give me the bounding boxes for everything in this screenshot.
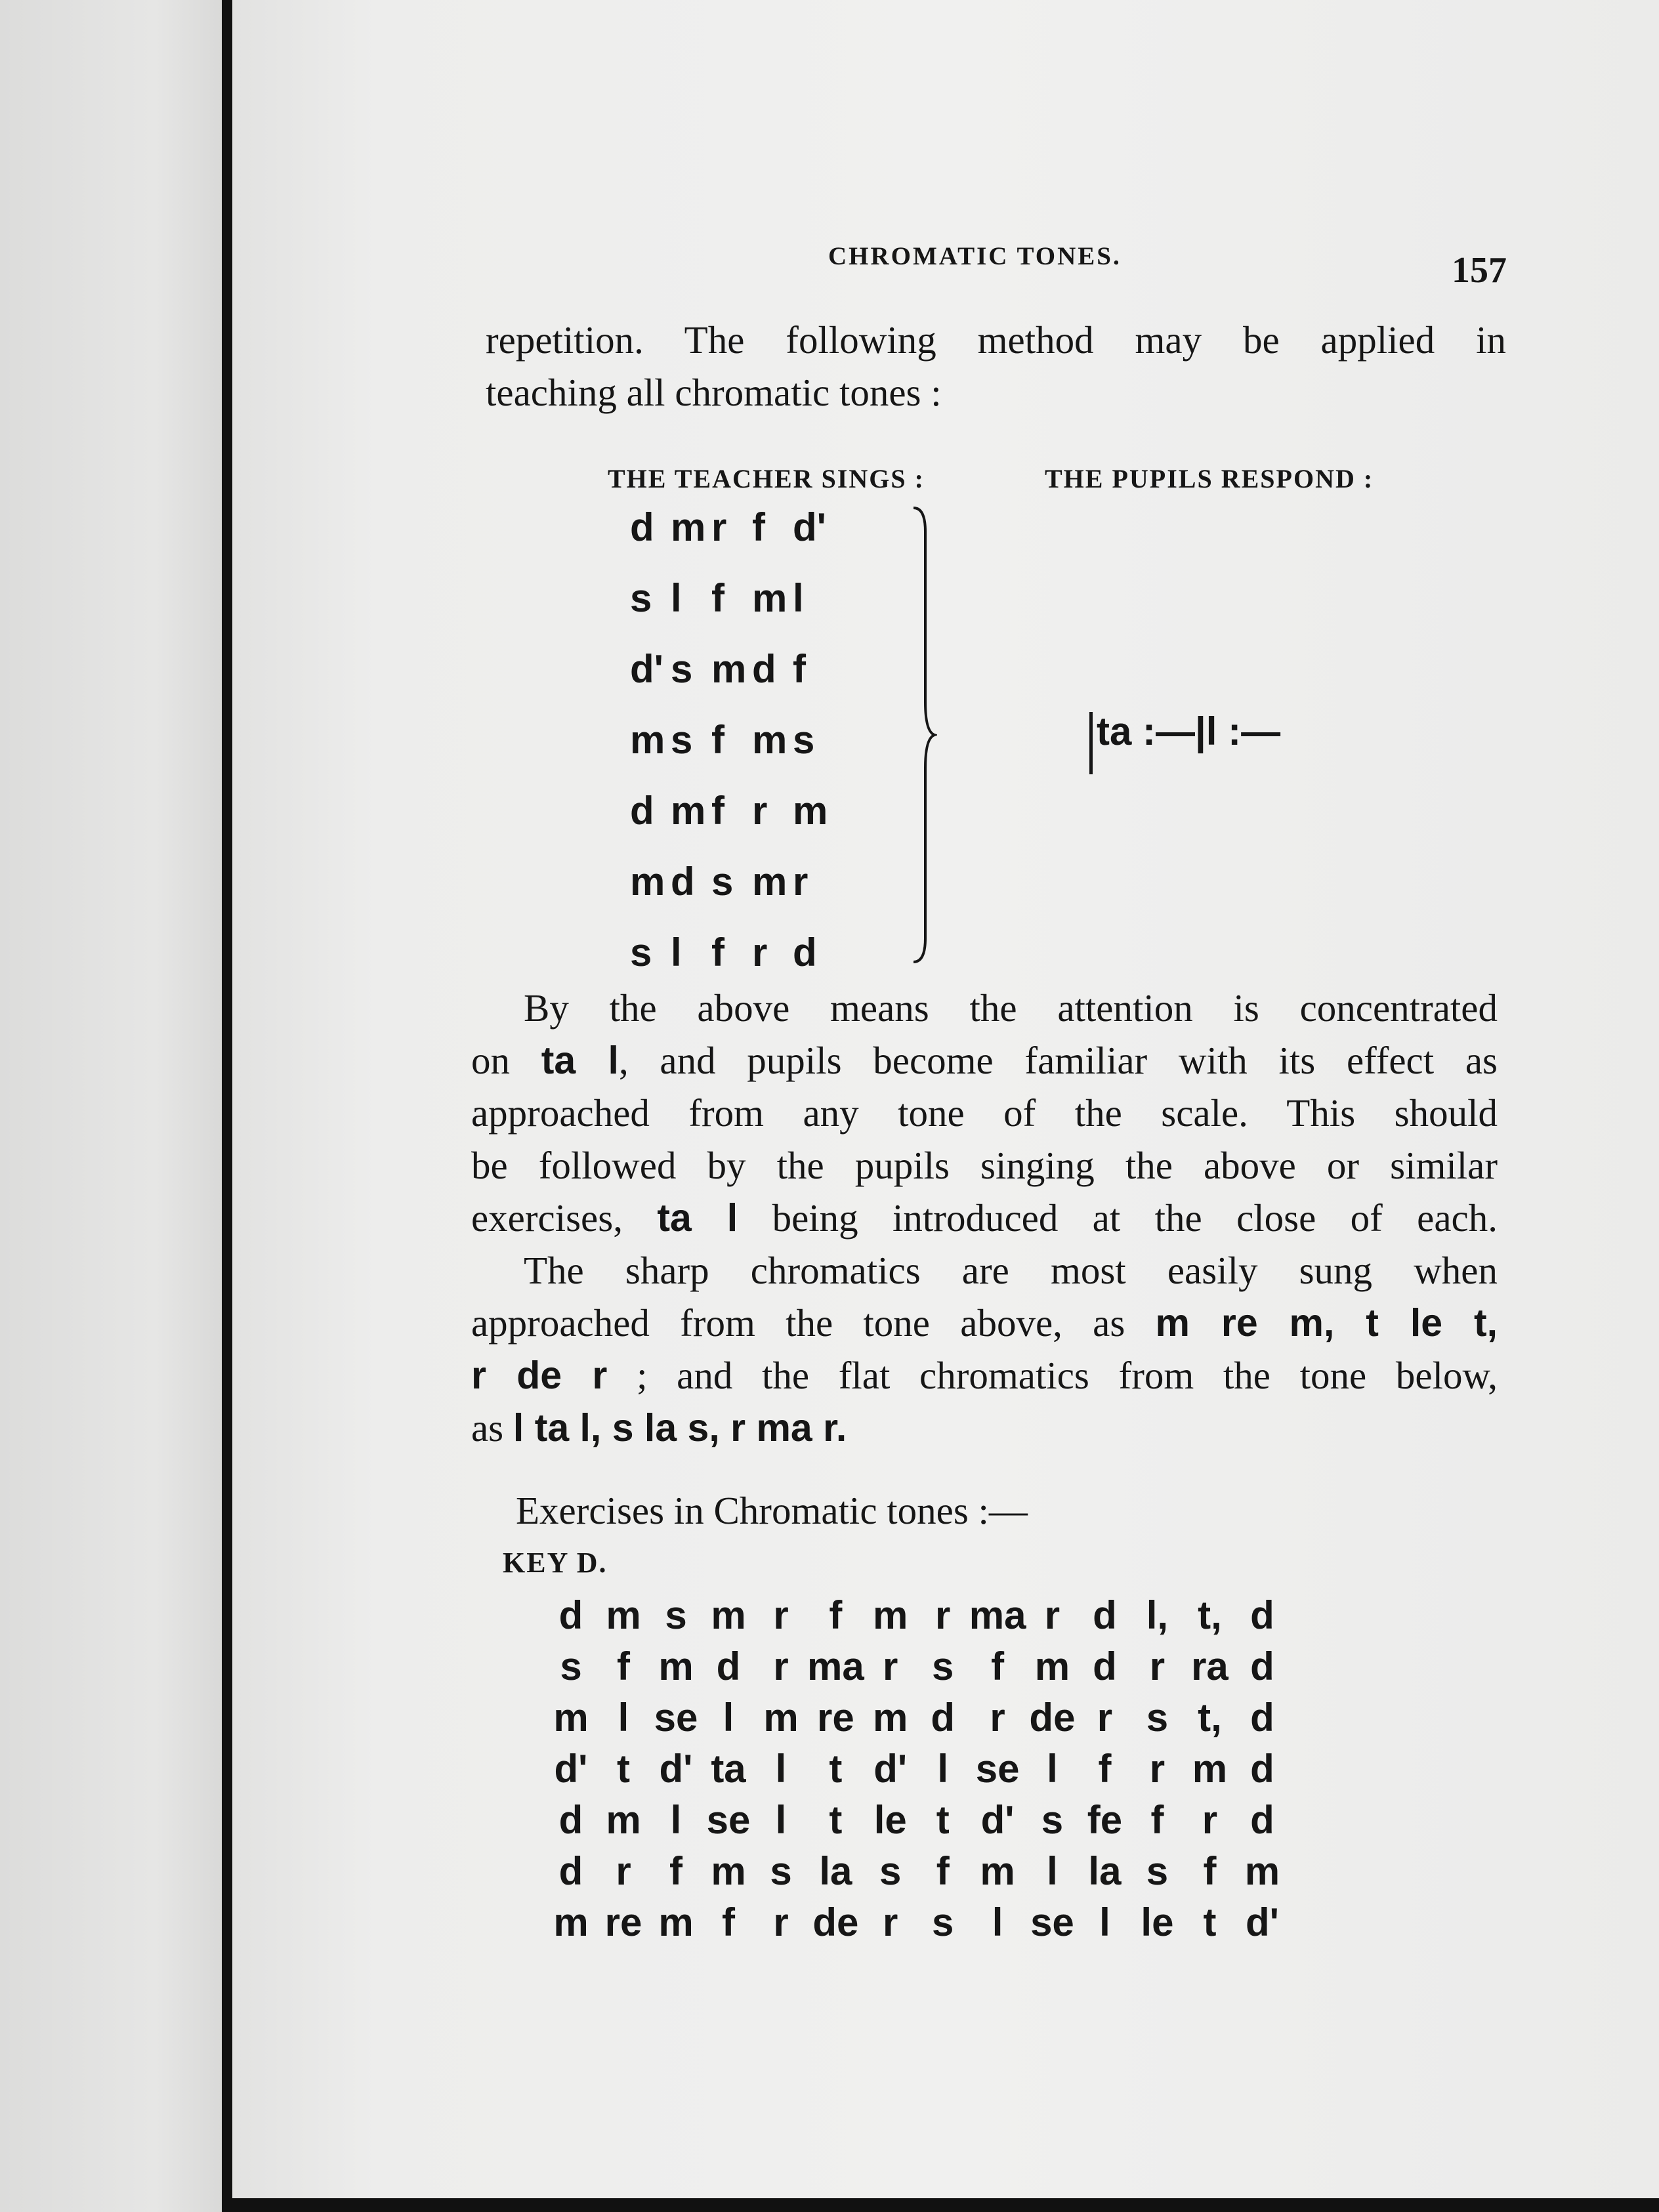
solfa-note: l xyxy=(793,576,804,620)
solfa-note: m xyxy=(1244,1848,1280,1893)
solfa-note: f xyxy=(711,576,724,620)
solfa-note: l xyxy=(618,1695,629,1740)
text-line xyxy=(471,1402,1498,1454)
text-run: , and pupils become familiar with its effect as xyxy=(618,1039,1498,1082)
solfa-note: m xyxy=(752,860,788,904)
solfa-note: d xyxy=(931,1695,956,1740)
teacher-row xyxy=(630,785,833,856)
solfa-note: d xyxy=(1250,1797,1274,1842)
solfa-note: r xyxy=(935,1593,951,1637)
solfa-note: l xyxy=(671,930,682,974)
solfa-note: f xyxy=(793,647,806,691)
solfa-note: m xyxy=(606,1797,641,1842)
solfa-note: s xyxy=(932,1644,954,1688)
solfa-note: d xyxy=(1250,1746,1274,1791)
text-run: approached from the tone above, as xyxy=(471,1301,1156,1345)
solfa-note: l xyxy=(775,1797,787,1842)
intro-paragraph xyxy=(486,314,1506,419)
solfa-note: d xyxy=(630,505,654,549)
solfa-note: ma xyxy=(807,1644,864,1688)
solfa-note: ra xyxy=(1191,1644,1228,1688)
solfa-note: f xyxy=(1150,1797,1164,1842)
solfa-note: l xyxy=(1099,1900,1110,1944)
solfa-note: m xyxy=(553,1695,589,1740)
solfa-note: r xyxy=(773,1644,789,1688)
solfa-flat-examples: l ta l, s la s, r ma r. xyxy=(513,1406,847,1450)
teacher-row xyxy=(630,501,833,572)
text-line: repetition. The following method may be applied in xyxy=(486,318,1506,362)
solfa-ta-l: ta l xyxy=(541,1039,619,1082)
solfa-note: le xyxy=(873,1797,907,1842)
text-line xyxy=(471,1297,1498,1349)
solfa-note: s xyxy=(932,1900,954,1944)
exercise-row xyxy=(545,1743,1288,1794)
solfa-note: r xyxy=(1202,1797,1218,1842)
paragraph-chromatics xyxy=(471,1244,1498,1454)
teacher-row xyxy=(630,856,833,927)
solfa-note: m xyxy=(606,1593,641,1637)
solfa-note: t xyxy=(829,1797,843,1842)
solfa-note: r xyxy=(752,930,768,974)
solfa-note: r xyxy=(1149,1644,1166,1688)
solfa-note: s xyxy=(665,1593,687,1637)
solfa-note: f xyxy=(669,1848,682,1893)
solfa-note: m xyxy=(763,1695,799,1740)
solfa-note: r xyxy=(711,505,727,549)
solfa-note: s xyxy=(793,718,815,762)
key-label: KEY D. xyxy=(503,1547,608,1579)
exercise-row xyxy=(545,1794,1288,1845)
text-run: as xyxy=(471,1406,513,1450)
solfa-note: f xyxy=(1203,1848,1217,1893)
exercises-heading: Exercises in Chromatic tones :— xyxy=(516,1489,1028,1532)
solfa-note: t, xyxy=(1198,1695,1222,1740)
solfa-note: fe xyxy=(1087,1797,1123,1842)
solfa-note: s xyxy=(630,576,652,620)
solfa-note: t, xyxy=(1198,1593,1222,1637)
solfa-note: s xyxy=(671,718,693,762)
text-line xyxy=(471,1244,1498,1297)
text-line xyxy=(471,1192,1498,1244)
facing-page xyxy=(0,0,222,2212)
solfa-note: r xyxy=(883,1900,898,1944)
solfa-note: f xyxy=(711,789,724,833)
solfa-note: d xyxy=(1093,1644,1117,1688)
solfa-note: f xyxy=(711,930,724,974)
solfa-note: d xyxy=(752,647,776,691)
teacher-row xyxy=(630,643,833,714)
solfa-note: f xyxy=(936,1848,950,1893)
text-line xyxy=(471,1034,1498,1087)
pupils-respond-heading: THE PUPILS RESPOND : xyxy=(1045,464,1374,493)
solfa-note: l xyxy=(937,1746,949,1791)
solfa-note: s xyxy=(711,860,734,904)
solfa-note: m xyxy=(711,647,747,691)
solfa-note: s xyxy=(1146,1848,1169,1893)
solfa-note: s xyxy=(630,930,652,974)
solfa-note: d xyxy=(1093,1593,1117,1637)
solfa-note: r xyxy=(1097,1695,1113,1740)
solfa-note: m xyxy=(1034,1644,1070,1688)
solfa-note: d xyxy=(1250,1593,1274,1637)
solfa-note: la xyxy=(819,1848,852,1893)
text-run: being introduced at the close of each. xyxy=(738,1196,1498,1240)
exercise-row xyxy=(545,1845,1288,1896)
solfa-note: r xyxy=(773,1900,789,1944)
solfa-note: l xyxy=(670,1797,682,1842)
solfa-note: t xyxy=(1203,1900,1217,1944)
solfa-note: se xyxy=(654,1695,698,1740)
solfa-note: d' xyxy=(1245,1900,1279,1944)
solfa-note: d xyxy=(716,1644,741,1688)
solfa-note: m xyxy=(873,1593,908,1637)
solfa-note: m xyxy=(980,1848,1015,1893)
solfa-note: d' xyxy=(630,647,663,691)
solfa-note: m xyxy=(873,1695,908,1740)
solfa-note: de xyxy=(812,1900,859,1944)
solfa-note: d xyxy=(558,1797,583,1842)
solfa-note: r xyxy=(1044,1593,1060,1637)
solfa-note: le xyxy=(1141,1900,1174,1944)
solfa-note: t xyxy=(936,1797,950,1842)
text-run: exercises, xyxy=(471,1196,658,1240)
solfa-note: m xyxy=(658,1900,694,1944)
solfa-note: m xyxy=(630,718,665,762)
text-line: teaching all chromatic tones : xyxy=(486,371,942,414)
solfa-note: m xyxy=(752,576,788,620)
solfa-note: s xyxy=(879,1848,902,1893)
solfa-note: l xyxy=(775,1746,787,1791)
solfa-note: m xyxy=(630,860,665,904)
solfa-note: ma xyxy=(969,1593,1026,1637)
text-line xyxy=(471,1349,1498,1402)
solfa-note: d' xyxy=(980,1797,1015,1842)
text-line xyxy=(471,1087,1498,1139)
solfa-note: s xyxy=(1041,1797,1064,1842)
solfa-note: ta xyxy=(711,1746,746,1791)
response-text: ta :—|l :— xyxy=(1097,709,1281,753)
solfa-note: m xyxy=(1192,1746,1228,1791)
solfa-note: d' xyxy=(554,1746,588,1791)
teacher-row xyxy=(630,714,833,785)
solfa-note: re xyxy=(604,1900,642,1944)
solfa-note: f xyxy=(711,718,724,762)
text-run: on xyxy=(471,1039,541,1082)
teacher-row xyxy=(630,572,833,643)
solfa-note: f xyxy=(829,1593,843,1637)
bar-line xyxy=(1089,712,1093,774)
solfa-note: f xyxy=(722,1900,735,1944)
solfa-note: s xyxy=(560,1644,582,1688)
exercise-row xyxy=(545,1896,1288,1948)
book-gutter xyxy=(222,0,232,2212)
solfa-note: l xyxy=(1047,1746,1058,1791)
solfa-note: se xyxy=(1030,1900,1074,1944)
solfa-r-de-r: r de r xyxy=(471,1354,608,1397)
solfa-note: d' xyxy=(873,1746,908,1791)
solfa-note: f xyxy=(617,1644,630,1688)
teacher-sings-heading: THE TEACHER SINGS : xyxy=(608,464,925,493)
solfa-note: d xyxy=(671,860,695,904)
page-number: 157 xyxy=(1452,250,1507,291)
running-head: CHROMATIC TONES. xyxy=(828,242,1122,270)
solfa-note: l xyxy=(671,576,682,620)
solfa-note: m xyxy=(671,789,706,833)
solfa-note: f xyxy=(991,1644,1005,1688)
solfa-note: s xyxy=(1146,1695,1169,1740)
solfa-note: s xyxy=(770,1848,792,1893)
solfa-note: re xyxy=(817,1695,854,1740)
teacher-exercise-rows xyxy=(630,501,833,997)
exercise-row xyxy=(545,1640,1288,1692)
solfa-note: r xyxy=(1149,1746,1166,1791)
solfa-note: d' xyxy=(659,1746,693,1791)
page-bottom-edge xyxy=(222,2198,1659,2212)
exercise-row xyxy=(545,1692,1288,1743)
solfa-note: m xyxy=(658,1644,694,1688)
solfa-note: t xyxy=(617,1746,630,1791)
solfa-note: m xyxy=(711,1848,746,1893)
solfa-note: l xyxy=(1047,1848,1058,1893)
text-run: The sharp chromatics are most easily sung when xyxy=(524,1249,1498,1292)
solfa-note: r xyxy=(616,1848,631,1893)
text-run: approached from any tone of the scale. This should xyxy=(471,1091,1498,1135)
solfa-note: r xyxy=(883,1644,898,1688)
solfa-note: m xyxy=(553,1900,589,1944)
solfa-note: d xyxy=(630,789,654,833)
exercise-row xyxy=(545,1589,1288,1640)
text-line xyxy=(471,1139,1498,1192)
solfa-note: f xyxy=(752,505,765,549)
text-line xyxy=(471,982,1498,1034)
solfa-note: d xyxy=(793,930,817,974)
exercise-table xyxy=(545,1589,1288,1948)
solfa-note: r xyxy=(773,1593,789,1637)
solfa-note: d' xyxy=(793,505,826,549)
solfa-note: se xyxy=(706,1797,751,1842)
solfa-note: r xyxy=(990,1695,1005,1740)
solfa-note: de xyxy=(1029,1695,1076,1740)
solfa-note: r xyxy=(752,789,768,833)
text-run: ; and the flat chromatics from the tone below, xyxy=(607,1354,1498,1397)
paragraph-attention xyxy=(471,982,1498,1244)
pupils-response xyxy=(1089,709,1280,774)
solfa-note: m xyxy=(671,505,706,549)
solfa-note: m xyxy=(711,1593,746,1637)
solfa-note: se xyxy=(975,1746,1020,1791)
solfa-note: l xyxy=(992,1900,1003,1944)
solfa-note: d xyxy=(1250,1695,1274,1740)
solfa-note: r xyxy=(793,860,808,904)
text-run: be followed by the pupils singing the above or similar xyxy=(471,1144,1498,1187)
solfa-note: s xyxy=(671,647,693,691)
text-run: By the above means the attention is concentrated xyxy=(524,986,1498,1030)
solfa-note: l, xyxy=(1146,1593,1169,1637)
solfa-note: m xyxy=(752,718,788,762)
curly-brace xyxy=(911,505,937,965)
solfa-sharp-examples: m re m, t le t, xyxy=(1155,1301,1498,1345)
solfa-note: d xyxy=(1250,1644,1274,1688)
solfa-note: d xyxy=(558,1593,583,1637)
solfa-ta-l: ta l xyxy=(657,1196,738,1240)
solfa-note: la xyxy=(1088,1848,1122,1893)
solfa-note: m xyxy=(793,789,828,833)
solfa-note: f xyxy=(1098,1746,1112,1791)
solfa-note: l xyxy=(723,1695,734,1740)
solfa-note: t xyxy=(829,1746,843,1791)
solfa-note: d xyxy=(558,1848,583,1893)
